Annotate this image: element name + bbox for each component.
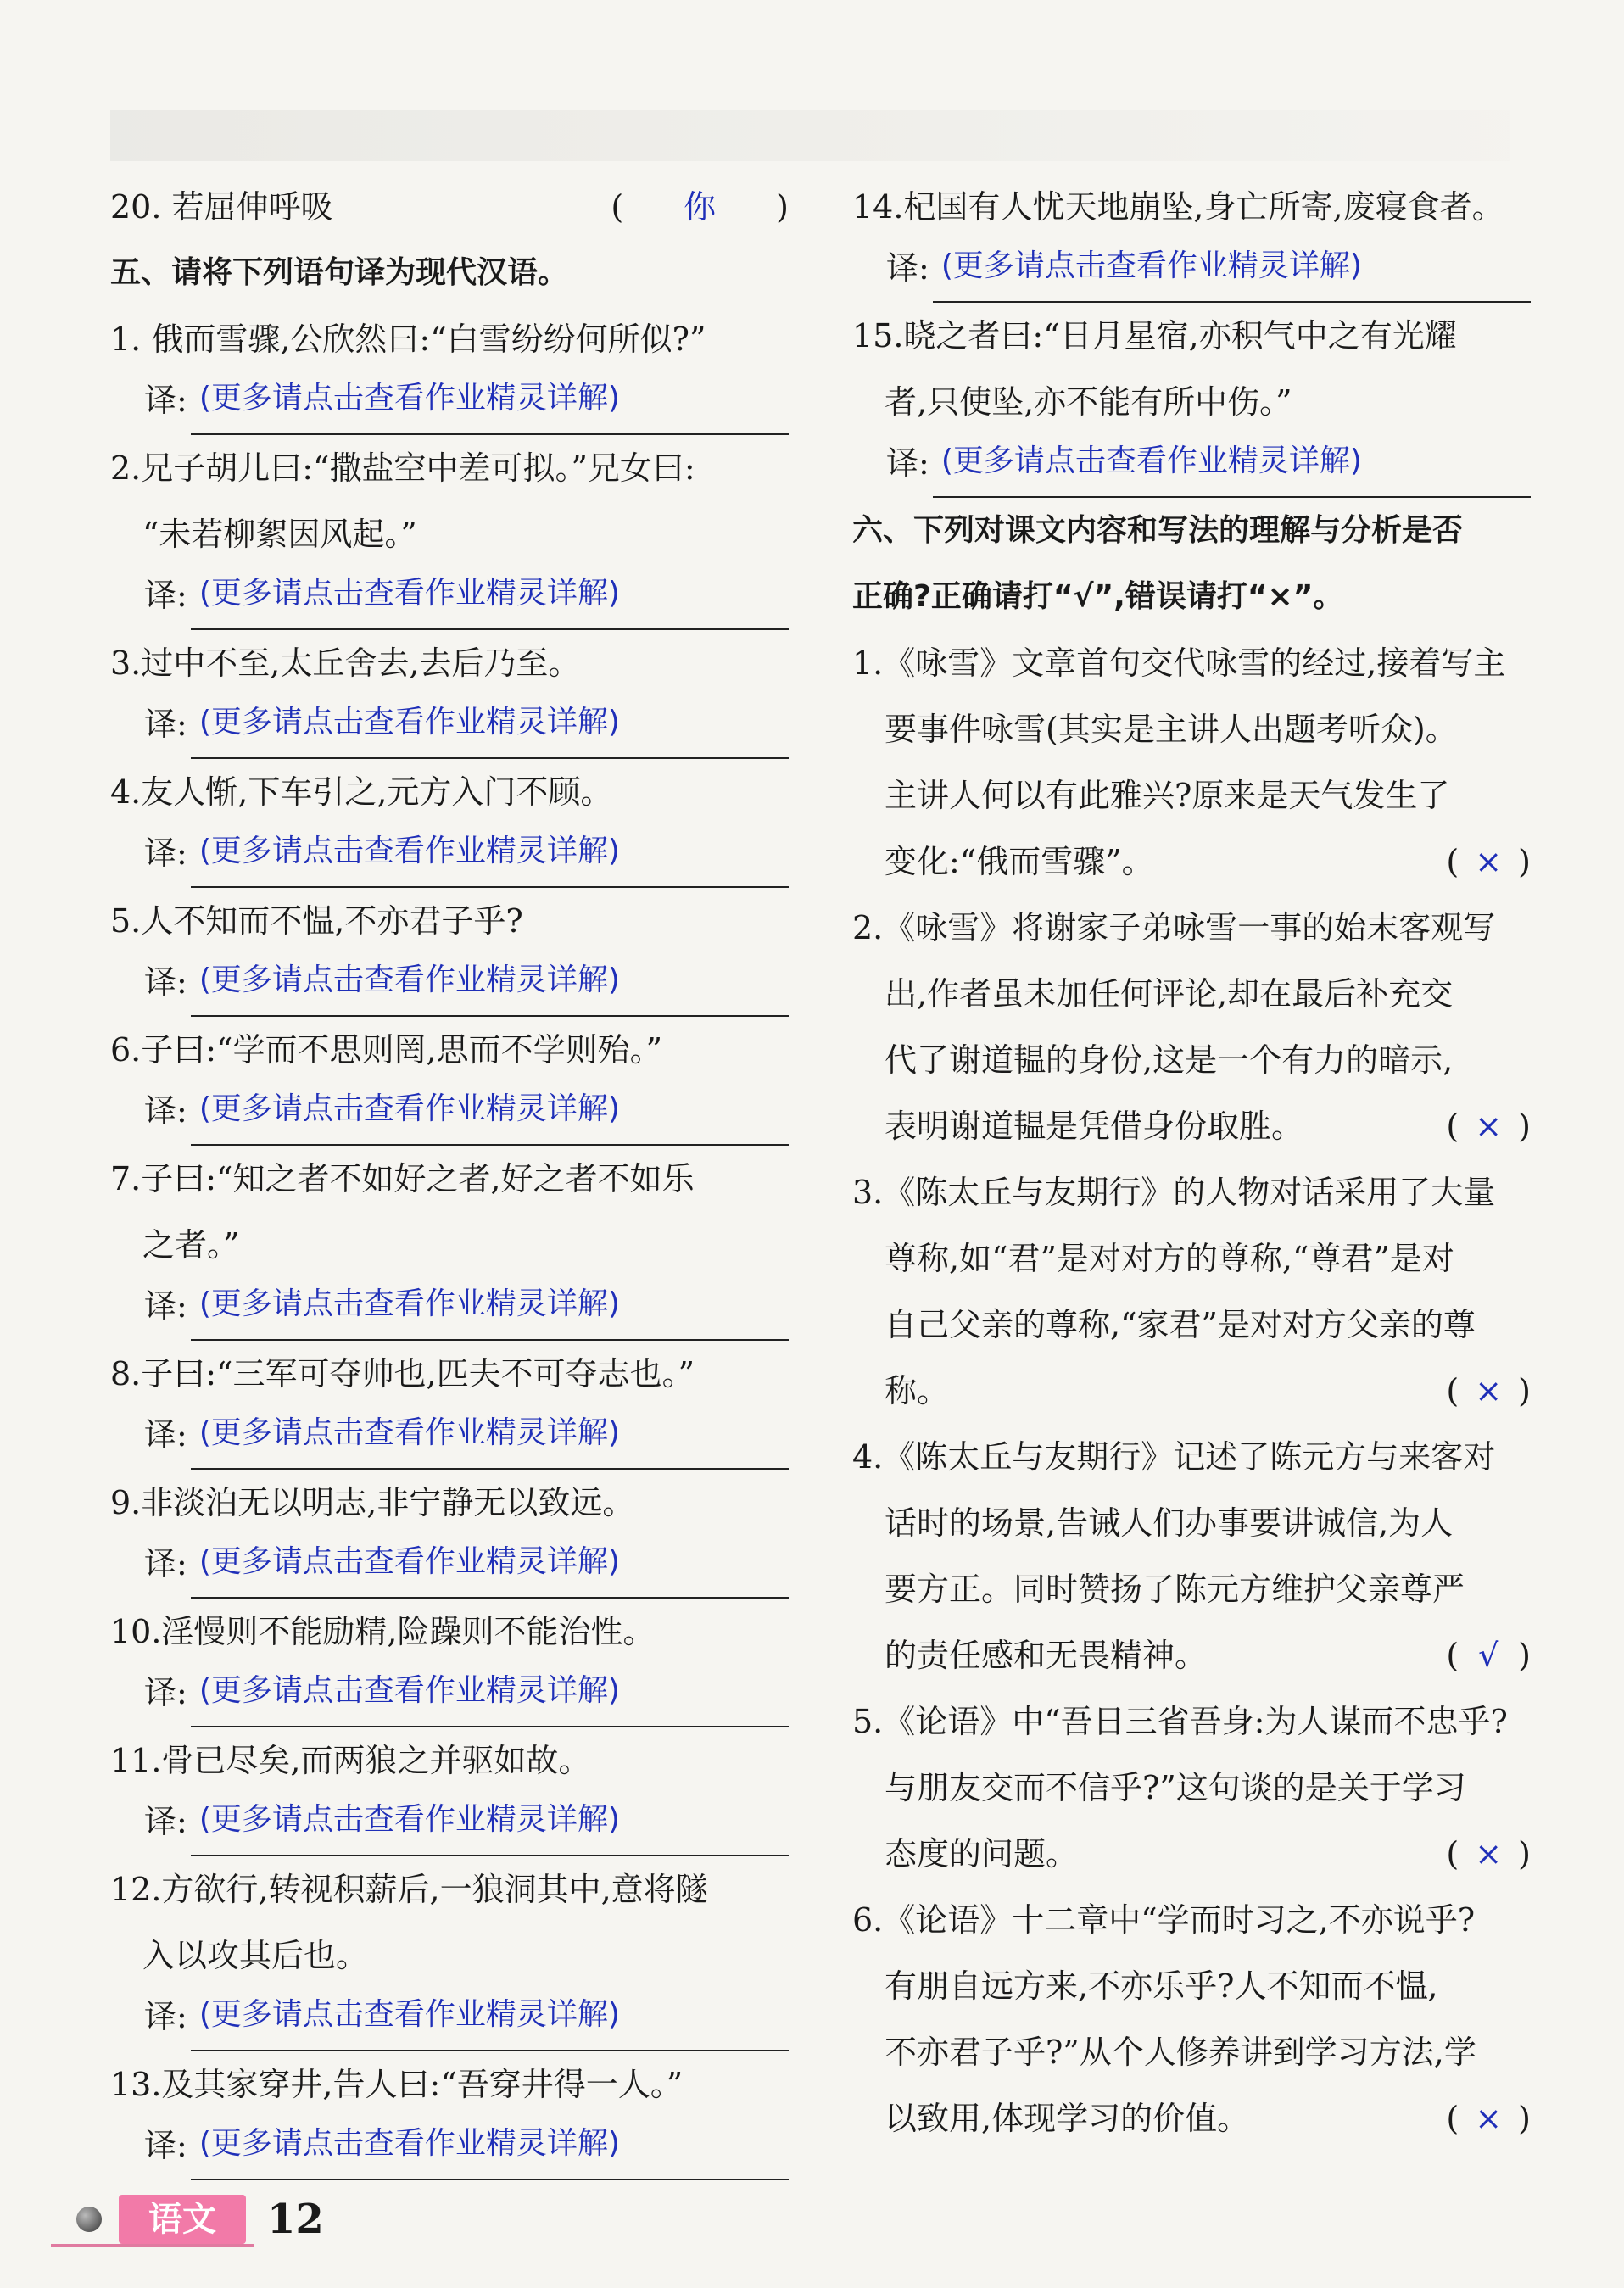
judgement-text: 的责任感和无畏精神。 (885, 1637, 1208, 1674)
judgement-line: 1.《咏雪》文章首句交代咏雪的经过,接着写主 (852, 645, 1506, 682)
translation-item (110, 1146, 789, 1341)
translate-label: 译: (144, 1287, 187, 1325)
mark-close: ) (1518, 2100, 1531, 2137)
translate-label: 译: (886, 249, 929, 287)
judgement-last-line (852, 1821, 1531, 1887)
question-20 (110, 174, 789, 240)
page-number: 12 (267, 2196, 324, 2243)
translate-label: 译: (144, 382, 187, 419)
translation-item (110, 1856, 789, 2051)
question-line: 之者。” (142, 1226, 240, 1264)
judgement-line: 3.《陈太丘与友期行》的人物对话采用了大量 (852, 1174, 1496, 1211)
question-20-answer: 你 (684, 188, 717, 226)
question-line: 3.过中不至,太丘舍去,去后乃至。 (110, 645, 581, 682)
translate-label: 译: (886, 444, 929, 482)
question-line: 7.子曰:“知之者不如好之者,好之者不如乐 (110, 1160, 695, 1197)
question-line: 6.子曰:“学而不思则罔,思而不学则殆。” (110, 1031, 662, 1069)
judgement-answer: × (1475, 2100, 1503, 2137)
answer-blank: (更多请点击查看作业精灵详解) (191, 1531, 789, 1599)
translation-list-right (852, 174, 1531, 498)
translation-item (110, 2051, 789, 2180)
answer-blank: (更多请点击查看作业精灵详解) (191, 1660, 789, 1727)
translate-label: 译: (144, 834, 187, 872)
translation-item (110, 759, 789, 888)
question-20-answer-box: ( 你 ) (611, 174, 789, 240)
section-6-title-line-2: 正确?正确请打“√”,错误请打“×”。 (852, 579, 1344, 614)
judgement-item (852, 895, 1531, 1159)
translate-label: 译: (144, 1674, 187, 1711)
mark-close: ) (1518, 1108, 1531, 1145)
translate-label: 译: (144, 1803, 187, 1840)
translate-label: 译: (144, 2127, 187, 2164)
question-line: 9.非淡泊无以明志,非宁静无以致远。 (110, 1484, 635, 1521)
judgement-item (852, 1159, 1531, 1424)
answer-blank: (更多请点击查看作业精灵详解) (191, 691, 789, 759)
translation-answer-row (110, 825, 789, 888)
judgement-answer: × (1475, 843, 1503, 880)
answer-blank: (更多请点击查看作业精灵详解) (191, 2112, 789, 2180)
question-line: 入以攻其后也。 (142, 1937, 369, 1974)
mark-close: ) (1518, 1372, 1531, 1409)
header-band (110, 110, 1510, 161)
answer-blank: (更多请点击查看作业精灵详解) (933, 235, 1531, 303)
judgement-line: 不亦君子乎?”从个人修养讲到学习方法,学 (885, 2034, 1476, 2071)
judgement-item (852, 1887, 1531, 2151)
question-line: 14.杞国有人忧天地崩坠,身亡所寄,废寝食者。 (852, 188, 1504, 226)
judgement-text: 称。 (885, 1372, 950, 1409)
question-line: 13.及其家穿井,告人曰:“吾穿井得一人。” (110, 2066, 684, 2103)
judgement-last-line (852, 2085, 1531, 2151)
translation-item (110, 1470, 789, 1599)
translate-label: 译: (144, 1998, 187, 2035)
mark-close: ) (1518, 843, 1531, 880)
question-line: 4.友人惭,下车引之,元方入门不顾。 (110, 773, 613, 811)
translate-label: 译: (144, 577, 187, 614)
mark-open: ( (1446, 1372, 1459, 1409)
judgement-mark (1446, 1821, 1531, 1887)
judgement-text: 以致用,体现学习的价值。 (885, 2100, 1250, 2137)
judgement-list (852, 630, 1531, 2151)
mark-open: ( (1446, 843, 1459, 880)
judgement-item (852, 630, 1531, 895)
question-line: 12.方欲行,转视积薪后,一狼洞其中,意将隧 (110, 1871, 708, 1908)
translation-answer-row (110, 954, 789, 1017)
judgement-text: 态度的问题。 (885, 1835, 1079, 1872)
answer-blank: (更多请点击查看作业精灵详解) (933, 430, 1531, 498)
translation-answer-row (110, 1083, 789, 1146)
translation-item (110, 630, 789, 759)
translation-answer-row (110, 1665, 789, 1727)
judgement-line: 出,作者虽未加任何评论,却在最后补充交 (885, 975, 1454, 1013)
question-line: 者,只使坠,亦不能有所中伤。” (885, 383, 1292, 421)
judgement-item (852, 1688, 1531, 1887)
footer-rule (51, 2244, 254, 2247)
question-line: 8.子曰:“三军可夺帅也,匹夫不可夺志也。” (110, 1355, 695, 1392)
judgement-line: 有朋自远方来,不亦乐乎?人不知而不愠, (885, 1967, 1438, 2005)
answer-blank: (更多请点击查看作业精灵详解) (191, 1078, 789, 1146)
mark-open: ( (1446, 1637, 1459, 1674)
judgement-line: 自己父亲的尊称,“家君”是对对方父亲的尊 (885, 1306, 1476, 1343)
judgement-answer: × (1475, 1108, 1503, 1145)
judgement-text: 变化:“俄而雪骤”。 (885, 843, 1154, 880)
translation-item (110, 435, 789, 630)
translation-item (110, 888, 789, 1017)
judgement-item (852, 1424, 1531, 1688)
answer-blank: (更多请点击查看作业精灵详解) (191, 949, 789, 1017)
translation-answer-row (110, 1278, 789, 1341)
section-5-title: 五、请将下列语句译为现代汉语。 (110, 255, 569, 290)
translate-label: 译: (144, 963, 187, 1001)
judgement-line: 4.《陈太丘与友期行》记述了陈元方与来客对 (852, 1438, 1496, 1476)
translation-answer-row (110, 1536, 789, 1599)
judgement-mark (1446, 829, 1531, 895)
bullet-icon (76, 2207, 102, 2232)
question-line: 10.淫慢则不能励精,险躁则不能治性。 (110, 1613, 656, 1650)
judgement-line: 主讲人何以有此雅兴?原来是天气发生了 (885, 777, 1450, 814)
translation-answer-row (852, 240, 1531, 303)
mark-open: ( (1446, 1108, 1459, 1145)
right-column (852, 174, 1531, 2151)
judgement-line: 尊称,如“君”是对对方的尊称,“尊君”是对 (885, 1240, 1454, 1277)
question-line: 2.兄子胡儿曰:“撒盐空中差可拟。”兄女曰: (110, 449, 695, 487)
judgement-line: 2.《咏雪》将谢家子弟咏雪一事的始末客观写 (852, 909, 1496, 946)
judgement-text: 表明谢道韫是凭借身份取胜。 (885, 1108, 1304, 1145)
subject-badge: 语文 (119, 2195, 246, 2244)
judgement-line: 5.《论语》中“吾日三省吾身:为人谋而不忠乎? (852, 1703, 1508, 1740)
translation-item (852, 174, 1531, 303)
judgement-answer: × (1475, 1372, 1503, 1409)
question-line: 5.人不知而不愠,不亦君子乎? (110, 902, 523, 940)
mark-open: ( (1446, 1835, 1459, 1872)
translation-item (110, 1017, 789, 1146)
translation-answer-row (110, 567, 789, 630)
judgement-mark (1446, 2085, 1531, 2151)
answer-blank: (更多请点击查看作业精灵详解) (191, 1402, 789, 1470)
translation-answer-row (110, 1794, 789, 1856)
translation-item (110, 1727, 789, 1856)
translation-item (110, 1341, 789, 1470)
question-line: 15.晓之者曰:“日月星宿,亦积气中之有光耀 (852, 317, 1457, 354)
page-footer (25, 2188, 365, 2256)
section-6-title-line-1: 六、下列对课文内容和写法的理解与分析是否 (852, 513, 1464, 548)
judgement-mark (1446, 1093, 1531, 1159)
judgement-mark (1446, 1358, 1531, 1424)
translation-answer-row (852, 435, 1531, 498)
left-column (110, 174, 789, 2180)
judgement-line: 与朋友交而不信乎?”这句谈的是关于学习 (885, 1769, 1466, 1806)
judgement-line: 要事件咏雪(其实是主讲人出题考听众)。 (885, 711, 1458, 748)
translation-answer-row (110, 696, 789, 759)
translation-answer-row (110, 372, 789, 435)
judgement-answer: √ (1478, 1637, 1499, 1674)
translate-label: 译: (144, 1416, 187, 1454)
translate-label: 译: (144, 1545, 187, 1582)
question-20-text: 20. 若屈伸呼吸 (110, 188, 333, 226)
judgement-mark (1446, 1622, 1531, 1688)
answer-blank: (更多请点击查看作业精灵详解) (191, 820, 789, 888)
translate-label: 译: (144, 706, 187, 743)
judgement-last-line (852, 829, 1531, 895)
translation-answer-row (110, 2118, 789, 2180)
translation-answer-row (110, 1407, 789, 1470)
judgement-last-line (852, 1358, 1531, 1424)
translate-label: 译: (144, 1092, 187, 1130)
translation-item (852, 303, 1531, 498)
judgement-line: 6.《论语》十二章中“学而时习之,不亦说乎? (852, 1901, 1476, 1939)
answer-blank: (更多请点击查看作业精灵详解) (191, 1273, 789, 1341)
judgement-last-line (852, 1093, 1531, 1159)
mark-close: ) (1518, 1637, 1531, 1674)
translation-list-left (110, 306, 789, 2180)
judgement-last-line (852, 1622, 1531, 1688)
judgement-line: 代了谢道韫的身份,这是一个有力的暗示, (885, 1041, 1454, 1079)
judgement-line: 要方正。同时赞扬了陈元方维护父亲尊严 (885, 1571, 1465, 1608)
judgement-answer: × (1475, 1835, 1503, 1872)
translation-answer-row (110, 1989, 789, 2051)
question-line: “未若柳絮因风起。” (142, 516, 417, 553)
mark-close: ) (1518, 1835, 1531, 1872)
answer-blank: (更多请点击查看作业精灵详解) (191, 367, 789, 435)
judgement-line: 话时的场景,告诫人们办事要讲诚信,为人 (885, 1504, 1454, 1542)
question-line: 11.骨已尽矣,而两狼之并驱如故。 (110, 1742, 591, 1779)
answer-blank: (更多请点击查看作业精灵详解) (191, 1984, 789, 2051)
translation-item (110, 306, 789, 435)
question-line: 1. 俄而雪骤,公欣然曰:“白雪纷纷何所似?” (110, 321, 706, 358)
mark-open: ( (1446, 2100, 1459, 2137)
answer-blank: (更多请点击查看作业精灵详解) (191, 562, 789, 630)
translation-item (110, 1599, 789, 1727)
answer-blank: (更多请点击查看作业精灵详解) (191, 1789, 789, 1856)
